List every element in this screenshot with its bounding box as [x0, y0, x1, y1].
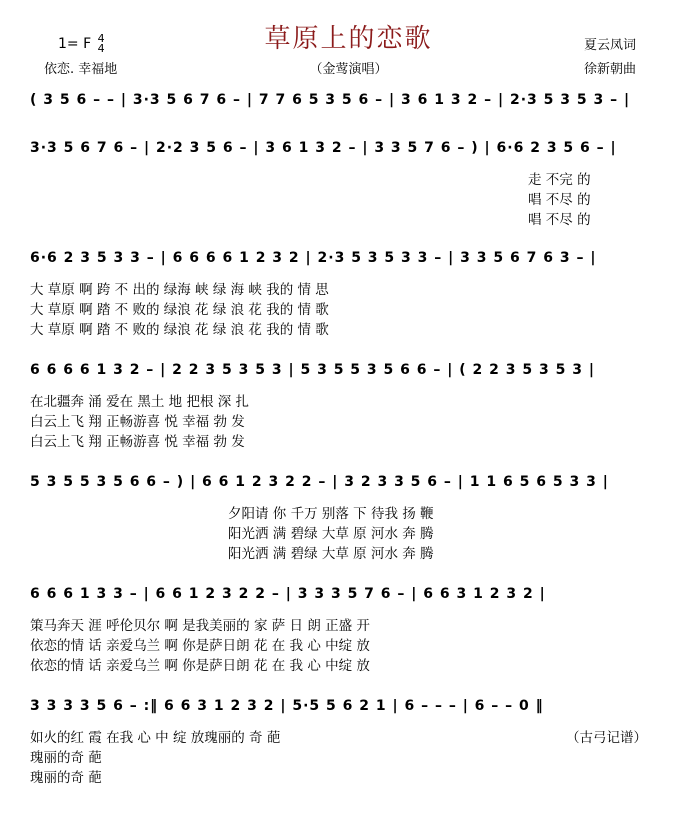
notation-line: 6 6 6 6 1 3 2 – | 2 2 3 5 3 5 3 | 5 3 5 5 3 5 6 6 – | ( 2 2 3 5 3 5 3 | [30, 362, 595, 378]
lyric-line: 夕阳请 你 千万 别落 下 待我 扬 鞭 [228, 506, 434, 522]
notation-line: ( 3 5 6 – – | 3·3 5 6 7 6 – | 7 7 6 5 3 5 6 – | 3 6 1 3 2 – | 2·3 5 3 5 3 – | [30, 92, 631, 108]
notation-line: 6 6 6 1 3 3 – | 6 6 1 2 3 2 2 – | 3 3 3 5 7 6 – | 6 6 3 1 2 3 2 | [30, 586, 546, 602]
lyric-line: 大 草原 啊 踏 不 败的 绿浪 花 绿 浪 花 我的 情 歌 [30, 302, 329, 318]
time-bottom: 4 [97, 42, 105, 55]
time-top: 4 [97, 32, 105, 45]
notation-line: 3 3 3 3 5 6 – :‖ 6 6 3 1 2 3 2 | 5·5 5 6 2 1 | 6 – – – | 6 – – 0 ‖ [30, 698, 544, 714]
lyric-line: 唱 不尽 的 [528, 192, 591, 208]
lyric-line: 策马奔天 涯 呼伦贝尔 啊 是我美丽的 家 萨 日 朗 正盛 开 [30, 618, 370, 634]
notation-line: 5 3 5 5 3 5 6 6 – ) | 6 6 1 2 3 2 2 – | 3 2 3 3 5 6 – | 1 1 6 5 6 5 3 3 | [30, 474, 609, 490]
lyric-line: 依恋的情 话 亲爱乌兰 啊 你是萨日朗 花 在 我 心 中绽 放 [30, 658, 370, 674]
song-title: 草原上的恋歌 [264, 24, 433, 54]
lyric-line: 瑰丽的奇 葩 [30, 770, 102, 786]
lyric-line: 大 草原 啊 跨 不 出的 绿海 峡 绿 海 峡 我的 情 思 [30, 282, 329, 298]
lyric-line: 白云上飞 翔 正畅游喜 悦 幸福 勃 发 [30, 414, 245, 430]
lyric-line: 如火的红 霞 在我 心 中 绽 放瑰丽的 奇 葩 [30, 730, 281, 746]
lyric-line: 唱 不尽 的 [528, 212, 591, 228]
lyric-line: 阳光洒 满 碧绿 大草 原 河水 奔 腾 [228, 546, 434, 562]
singer-credit: （金莺演唱） [309, 62, 388, 77]
lyric-line: 依恋的情 话 亲爱乌兰 啊 你是萨日朗 花 在 我 心 中绽 放 [30, 638, 370, 654]
notation-line: 3·3 5 6 7 6 – | 2·2 3 5 6 – | 3 6 1 3 2 – | 3 3 5 7 6 – ) | 6·6 2 3 5 6 – | [30, 140, 617, 156]
notation-line: 6·6 2 3 5 3 3 – | 6 6 6 6 1 2 3 2 | 2·3 5 3 5 3 3 – | 3 3 5 6 7 6 3 – | [30, 250, 597, 266]
lyric-line: 白云上飞 翔 正畅游喜 悦 幸福 勃 发 [30, 434, 245, 450]
tempo-expression: 依恋. 幸福地 [44, 62, 118, 77]
composer-credit: 徐新朝曲 [584, 62, 637, 77]
key-label: 1= F [58, 36, 92, 52]
notation-credit: （古弓记谱） [566, 730, 647, 746]
lyricist-credit: 夏云凤词 [584, 38, 637, 53]
lyric-line: 走 不完 的 [528, 172, 591, 188]
lyric-line: 瑰丽的奇 葩 [30, 750, 102, 766]
lyric-line: 阳光洒 满 碧绿 大草 原 河水 奔 腾 [228, 526, 434, 542]
lyric-line: 在北疆奔 涌 爱在 黑土 地 把根 深 扎 [30, 394, 250, 410]
lyric-line: 大 草原 啊 踏 不 败的 绿浪 花 绿 浪 花 我的 情 歌 [30, 322, 329, 338]
